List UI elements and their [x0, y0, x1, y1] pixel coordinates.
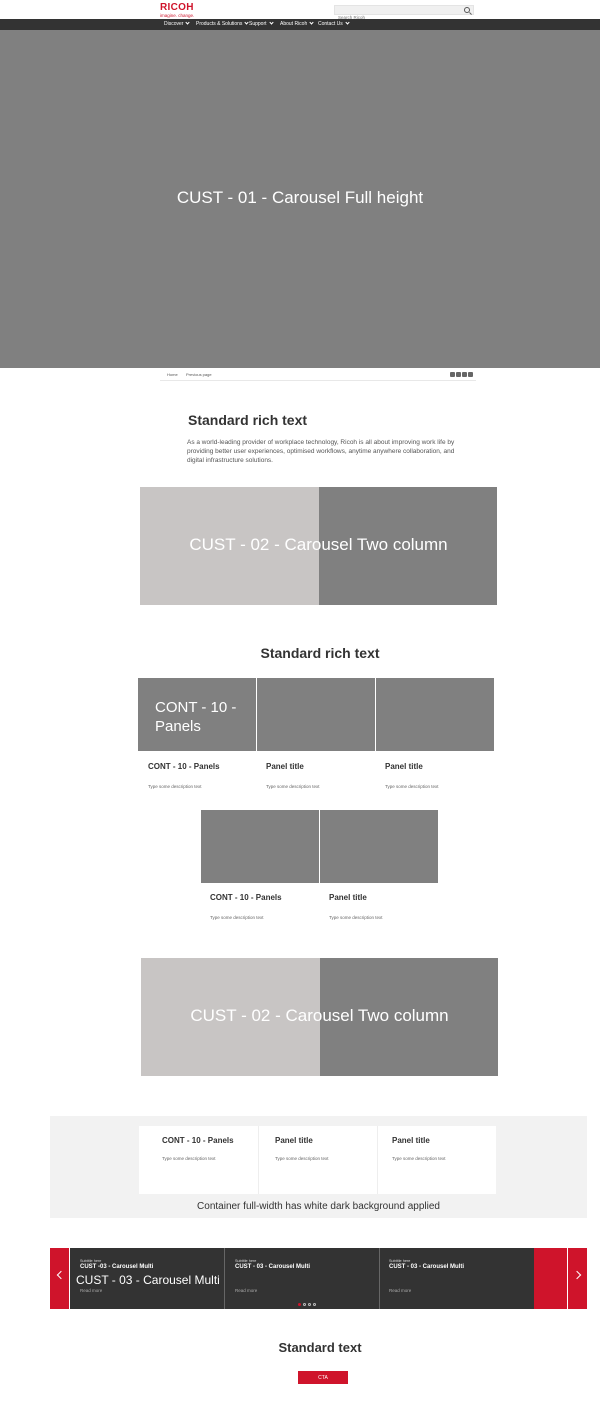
panel-description: Type some description text [162, 1156, 216, 1161]
panel-title[interactable]: CONT - 10 - Panels [148, 762, 220, 771]
nav-label: Products & Solutions [196, 21, 243, 27]
nav-label: Support [249, 21, 267, 27]
chevron-down-icon [269, 20, 273, 24]
nav-item-contact[interactable] [318, 19, 349, 30]
panel-description: Type some description text [385, 784, 439, 789]
breadcrumb-home[interactable]: Home [167, 372, 178, 377]
panel-description: Type some description text [210, 915, 264, 920]
cta-button[interactable]: CTA [298, 1371, 348, 1384]
panel-image[interactable] [201, 810, 319, 883]
facebook-icon[interactable] [450, 372, 455, 377]
slide-title[interactable]: CUST - 03 - Carousel Multi [235, 1264, 311, 1270]
standard-text-heading: Standard text [278, 1340, 362, 1355]
logo-wordmark: RICOH [160, 2, 194, 13]
breadcrumb [160, 369, 476, 381]
panel-title[interactable]: Panel title [275, 1136, 313, 1145]
slide-divider [379, 1248, 380, 1309]
ricoh-logo[interactable] [160, 3, 194, 19]
breadcrumb-previous[interactable]: Previous page [186, 372, 212, 377]
hero-title: CUST - 01 - Carousel Full height [176, 188, 424, 207]
slide-read-more-link[interactable]: Read more [389, 1288, 412, 1293]
panel-image[interactable] [257, 678, 375, 751]
panel-title[interactable]: Panel title [385, 762, 423, 771]
chevron-left-icon [57, 1271, 65, 1279]
search-icon[interactable] [464, 7, 470, 13]
slide-subtitle: Subtitle here [80, 1259, 102, 1263]
panel-description: Type some description text [266, 784, 320, 789]
logo-tagline: imagine. change. [160, 13, 195, 18]
nav-item-products[interactable] [196, 19, 248, 30]
container-caption: Container full-width has white dark background applied [197, 1201, 440, 1212]
twitter-icon[interactable] [462, 372, 467, 377]
panel-image[interactable] [376, 678, 494, 751]
rich-text-body: As a world-leading provider of workplace technology, Ricoh is all about improving work life by providing better user experiences, optimised workflows, anytime anywhere collaboration, and digital infrastructure solutions. [187, 439, 455, 464]
nav-item-support[interactable] [249, 19, 273, 30]
panel-description: Type some description text [275, 1156, 329, 1161]
panel-divider [258, 1126, 259, 1194]
slide-title[interactable]: CUST - 03 - Carousel Multi [389, 1264, 465, 1270]
panel-description: Type some description text [148, 784, 202, 789]
slide-title[interactable]: CUST -03 - Carousel Multi [80, 1264, 154, 1270]
panel-title[interactable]: Panel title [266, 762, 304, 771]
nav-label: Contact Us [318, 21, 343, 27]
panel-title[interactable]: CONT - 10 - Panels [210, 893, 282, 902]
panel-title[interactable]: Panel title [329, 893, 367, 902]
slide-read-more-link[interactable]: Read more [235, 1288, 258, 1293]
chevron-down-icon [186, 20, 190, 24]
carousel-two-column[interactable] [140, 487, 497, 605]
slide-read-more-link[interactable]: Read more [80, 1288, 103, 1293]
carousel-label: CUST - 02 - Carousel Two column [190, 1006, 449, 1025]
carousel-prev-button[interactable] [50, 1248, 70, 1309]
main-nav [0, 19, 600, 30]
panel-image-label: CONT - 10 - Panels [155, 699, 237, 735]
panel-description: Type some description text [392, 1156, 446, 1161]
youtube-icon[interactable] [456, 372, 461, 377]
rich-text-heading: Standard rich text [188, 412, 308, 428]
nav-label: Discover [164, 21, 184, 27]
slide-overlay-label: CUST - 03 - Carousel Multi [76, 1273, 220, 1287]
rich-text-heading-2: Standard rich text [260, 645, 380, 661]
panel-title[interactable]: CONT - 10 - Panels [162, 1136, 234, 1145]
carousel-label: CUST - 02 - Carousel Two column [189, 535, 448, 554]
panel-description: Type some description text [329, 915, 383, 920]
chevron-down-icon [345, 20, 349, 24]
panel-divider [377, 1126, 378, 1194]
panel-image[interactable] [138, 678, 256, 751]
linkedin-icon[interactable] [468, 372, 473, 377]
carousel-next-button[interactable] [567, 1248, 587, 1309]
chevron-right-icon [573, 1271, 581, 1279]
nav-item-discover[interactable] [164, 19, 189, 30]
slide-divider [224, 1248, 225, 1309]
carousel-dot[interactable] [303, 1303, 306, 1306]
carousel-dot[interactable] [313, 1303, 316, 1306]
nav-label: About Ricoh [280, 21, 308, 27]
carousel-dot-active[interactable] [298, 1303, 301, 1306]
chevron-down-icon [310, 20, 314, 24]
slide-subtitle: Subtitle here [389, 1259, 411, 1263]
hero-carousel[interactable] [0, 30, 600, 368]
nav-item-about[interactable] [280, 19, 313, 30]
carousel-two-column[interactable] [141, 958, 498, 1076]
carousel-dot[interactable] [308, 1303, 311, 1306]
slide-subtitle: Subtitle here [235, 1259, 257, 1263]
panel-title[interactable]: Panel title [392, 1136, 430, 1145]
search-box [334, 5, 474, 15]
panel-image[interactable] [320, 810, 438, 883]
